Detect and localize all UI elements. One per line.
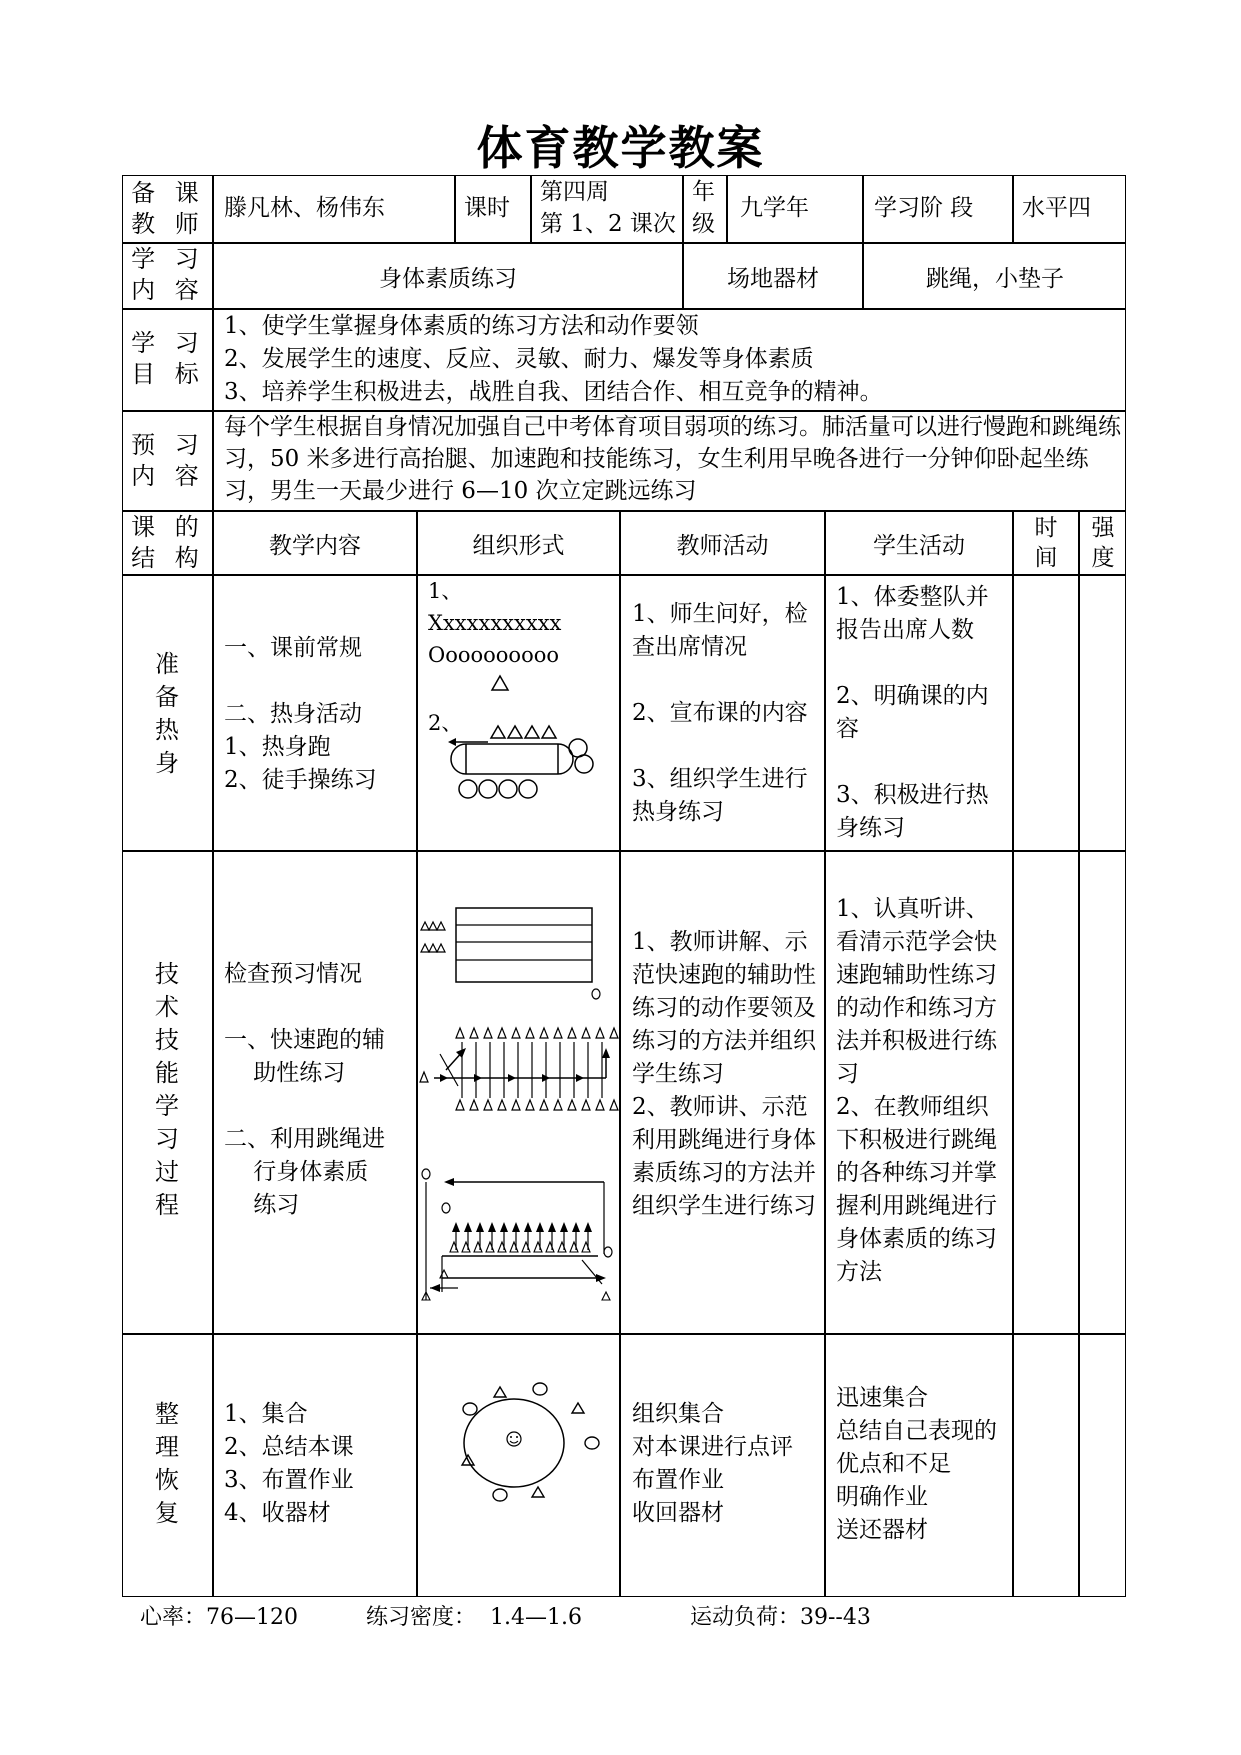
period-value: 第四周 第 1、2 课次 <box>540 179 676 237</box>
heart-rate: 心率：76—120 <box>140 1605 298 1630</box>
content-value: 身体素质练习 <box>379 265 517 292</box>
grade-label: 年 级 <box>692 179 715 237</box>
equipment-label: 场地器材 <box>727 265 819 292</box>
col-divider <box>726 175 728 242</box>
teacher-value: 滕凡林、杨伟东 <box>224 195 385 221</box>
warmup-teacher-activity: 1、师生问好，检查出席情况 2、宣布课的内容 3、组织学生进行热身练习 <box>632 601 808 825</box>
warmup-org-line: Xxxxxxxxxxx <box>428 611 562 635</box>
technique-teacher-activity: 1、教师讲解、示范快速跑的辅助性练习的动作要领及练习的方法并组织学生练习 2、教师讲、示范利用跳绳进行身体素质练习的方法并组织学生进行练习 <box>632 929 816 1219</box>
warmup-content: 一、课前常规 二、热身活动 1、热身跑 2、徒手操练习 <box>224 635 377 793</box>
section-warmup-label: 准 备 热 身 <box>155 650 179 777</box>
content-header: 教学内容 <box>269 532 361 559</box>
cooldown-student-activity: 迅速集合 总结自己表现的优点和不足 明确作业 送还器材 <box>836 1385 997 1543</box>
time-header: 时 间 <box>1034 515 1058 571</box>
warmup-org-line: 1、 <box>428 579 463 603</box>
content-label: 学 习 内 容 <box>131 245 205 304</box>
row-divider <box>122 850 1126 852</box>
preview-label: 预 习 内 容 <box>131 431 205 490</box>
stage-value: 水平四 <box>1022 195 1091 221</box>
page-title: 体育教学教案 <box>476 121 765 175</box>
preview-text: 每个学生根据自身情况加强自己中考体育项目弱项的练习。肺活量可以进行慢跑和跳绳练习，50 米多进行高抬腿、加速跑和技能练习，女生利用早晚各进行一分钟仰卧起坐练习，男生一天最少进行 6—10 次立定跳远练习 <box>224 414 1121 504</box>
stage-label: 学习阶 段 <box>874 195 974 221</box>
col-divider <box>1078 510 1080 1597</box>
section-technique-label: 技 术 技 能 学 习 过 程 <box>155 960 179 1219</box>
period-label: 课时 <box>464 195 510 221</box>
technique-student-activity: 1、认真听讲、看清示范学会快速跑辅助性练习的动作和练习方法并积极进行练习 2、在教师组织下积极进行跳绳的各种练习并掌握利用跳绳进行身体素质的练习方法 <box>836 896 997 1285</box>
technique-content: 检查预习情况 一、快速跑的辅 助性练习 二、利用跳绳进 行身体素质 练习 <box>224 961 385 1218</box>
teacher-label: 备 课 教 师 <box>131 179 205 238</box>
col-divider <box>1012 510 1014 1597</box>
warmup-org-line: Oooooooooo <box>428 643 560 667</box>
col-divider <box>619 510 621 1597</box>
section-cooldown-label: 整 理 恢 复 <box>155 1400 179 1527</box>
goal-item: 3、培养学生积极进去，战胜自我、团结合作、相互竞争的精神。 <box>224 379 883 405</box>
row-divider <box>122 1333 1126 1335</box>
exercise-load: 运动负荷：39--43 <box>690 1605 871 1630</box>
cooldown-circle-diagram <box>418 1335 618 1595</box>
row-divider <box>122 574 1126 576</box>
warmup-formation-diagram <box>418 576 618 816</box>
teacher-activity-header: 教师活动 <box>676 532 769 559</box>
col-divider <box>212 175 214 1597</box>
technique-drill-diagram <box>418 852 618 1332</box>
col-divider <box>824 510 826 1597</box>
equipment-value: 跳绳，小垫子 <box>926 265 1064 292</box>
col-divider <box>682 175 684 242</box>
warmup-org-line: 2、 <box>428 711 463 735</box>
goal-item: 2、发展学生的速度、反应、灵敏、耐力、爆发等身体素质 <box>224 346 814 372</box>
goals-label: 学 习 目 标 <box>131 329 205 388</box>
grade-value: 九学年 <box>740 195 809 221</box>
student-activity-header: 学生活动 <box>873 532 965 559</box>
intensity-header: 强 度 <box>1091 515 1115 571</box>
warmup-student-activity: 1、体委整队并报告出席人数 2、明确课的内容 3、积极进行热身练习 <box>836 584 989 841</box>
col-divider <box>454 175 456 242</box>
goal-item: 1、使学生掌握身体素质的练习方法和动作要领 <box>224 313 699 339</box>
practice-density: 练习密度： 1.4—1.6 <box>366 1605 582 1630</box>
structure-header: 课 的 结 构 <box>131 513 205 572</box>
col-divider <box>1012 175 1014 242</box>
col-divider <box>530 175 532 242</box>
cooldown-content: 1、集合 2、总结本课 3、布置作业 4、收器材 <box>224 1401 354 1526</box>
organization-header: 组织形式 <box>472 532 565 559</box>
cooldown-teacher-activity: 组织集合 对本课进行点评 布置作业 收回器材 <box>632 1401 793 1526</box>
